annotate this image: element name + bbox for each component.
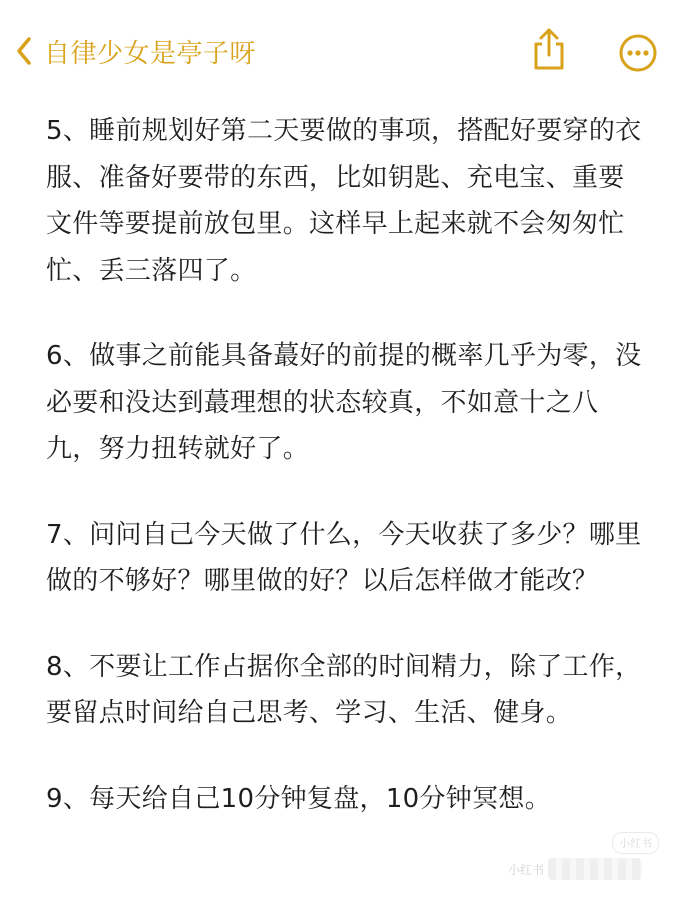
back-button[interactable] xyxy=(14,28,256,74)
page-title: 自律少女是亭子呀 xyxy=(44,38,257,69)
note-paragraph-9: 9、每天给自己10分钟复盘，10分钟冥想。 xyxy=(46,783,552,814)
watermark-blurred-id xyxy=(548,858,642,880)
note-paragraph-8: 8、不要让工作占据你全部的时间精力，除了工作，要留点时间给自己思考、学习、生活、健身。 xyxy=(46,651,642,728)
share-icon xyxy=(528,57,570,76)
navigation-bar xyxy=(0,0,690,100)
watermark-logo: 小红书 xyxy=(612,832,659,854)
chevron-left-icon xyxy=(14,35,34,67)
more-options-icon xyxy=(618,58,658,77)
more-options-button[interactable] xyxy=(618,33,658,73)
note-content[interactable] xyxy=(46,108,646,861)
note-paragraph-6: 6、做事之前能具备蕞好的前提的概率几乎为零，没必要和没达到蕞理想的状态较真，不如意十之八九，努力扭转就好了。 xyxy=(46,341,642,464)
share-button[interactable] xyxy=(528,26,570,72)
watermark-label: 小红书 xyxy=(508,862,545,877)
watermark xyxy=(508,837,652,884)
note-paragraph-5: 5、睡前规划好第二天要做的事项，搭配好要穿的衣服、准备好要带的东西，比如钥匙、充电宝、重要文件等要提前放包里。这样早上起来就不会匆匆忙忙、丢三落四了。 xyxy=(46,116,642,286)
note-paragraph-7: 7、问问自己今天做了什么，今天收获了多少？哪里做的不够好？哪里做的好？以后怎样做才能改？ xyxy=(46,519,642,596)
